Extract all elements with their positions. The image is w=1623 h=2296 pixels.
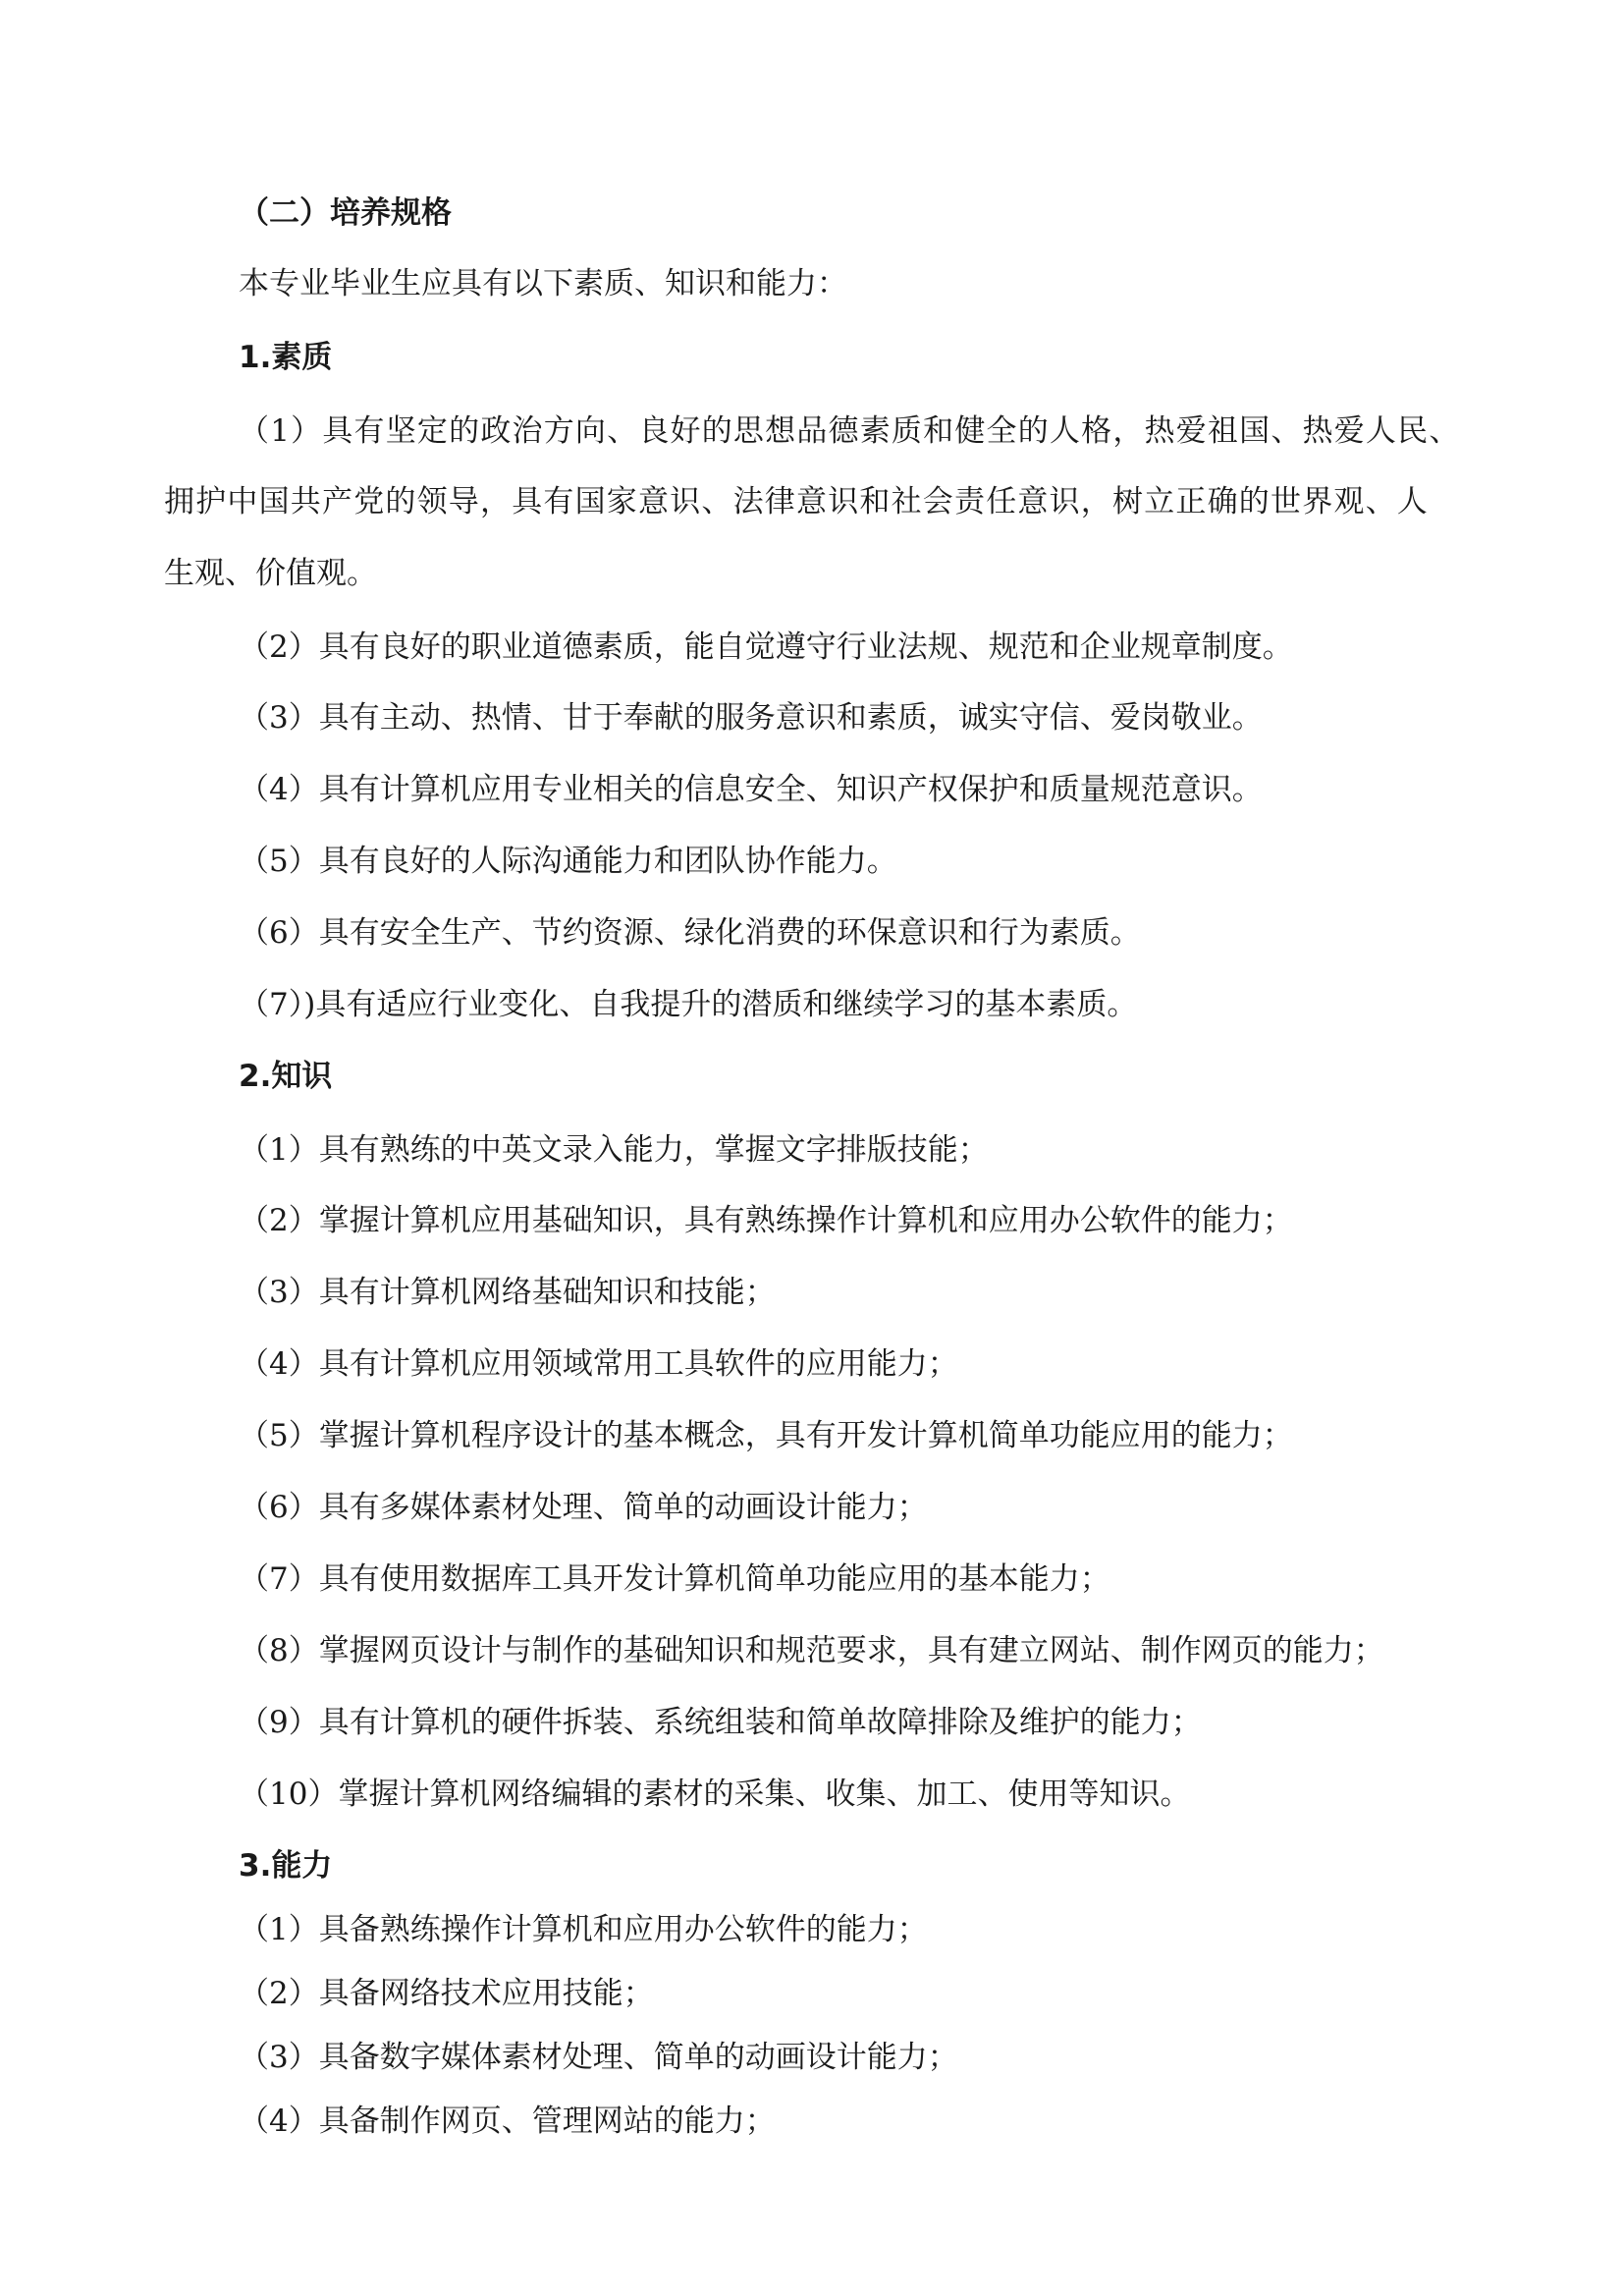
quality-item-6: （6）具有安全生产、节约资源、绿化消费的环保意识和行为素质。	[239, 915, 1141, 951]
quality-item-2: （2）具有良好的职业道德素质，能自觉遵守行业法规、规范和企业规章制度。	[239, 629, 1293, 665]
section-title: （二）培养规格	[239, 195, 452, 231]
knowledge-heading: 2.知识	[239, 1059, 333, 1094]
knowledge-item-3: （3）具有计算机网络基础知识和技能；	[239, 1275, 776, 1310]
quality-heading: 1.素质	[239, 340, 333, 375]
quality-item-1-cont2: 生观、价值观。	[164, 556, 377, 591]
ability-heading: 3.能力	[239, 1848, 333, 1884]
quality-item-1: （1）具有坚定的政治方向、良好的思想品德素质和健全的人格，热爱祖国、热爱人民、	[239, 413, 1461, 449]
knowledge-item-5: （5）掌握计算机程序设计的基本概念，具有开发计算机简单功能应用的能力；	[239, 1418, 1293, 1453]
ability-item-2: （2）具备网络技术应用技能；	[239, 1976, 654, 2011]
ability-item-3: （3）具备数字媒体素材处理、简单的动画设计能力；	[239, 2040, 958, 2075]
ability-item-4: （4）具备制作网页、管理网站的能力；	[239, 2104, 776, 2139]
knowledge-item-7: （7）具有使用数据库工具开发计算机简单功能应用的基本能力；	[239, 1561, 1110, 1597]
knowledge-item-4: （4）具有计算机应用领域常用工具软件的应用能力；	[239, 1346, 958, 1382]
knowledge-item-9: （9）具有计算机的硬件拆装、系统组装和简单故障排除及维护的能力；	[239, 1705, 1202, 1740]
quality-item-1-cont: 拥护中国共产党的领导，具有国家意识、法律意识和社会责任意识，树立正确的世界观、人	[164, 484, 1429, 519]
knowledge-item-2: （2）掌握计算机应用基础知识，具有熟练操作计算机和应用办公软件的能力；	[239, 1203, 1293, 1238]
knowledge-item-1: （1）具有熟练的中英文录入能力，掌握文字排版技能；	[239, 1132, 989, 1168]
intro-paragraph: 本专业毕业生应具有以下素质、知识和能力：	[239, 266, 847, 301]
knowledge-item-10: （10）掌握计算机网络编辑的素材的采集、收集、加工、使用等知识。	[239, 1777, 1191, 1812]
knowledge-item-6: （6）具有多媒体素材处理、简单的动画设计能力；	[239, 1490, 928, 1525]
quality-item-7: （7）)具有适应行业变化、自我提升的潜质和继续学习的基本素质。	[239, 987, 1138, 1022]
ability-item-1: （1）具备熟练操作计算机和应用办公软件的能力；	[239, 1912, 928, 1947]
quality-item-5: （5）具有良好的人际沟通能力和团队协作能力。	[239, 844, 897, 879]
knowledge-item-8: （8）掌握网页设计与制作的基础知识和规范要求，具有建立网站、制作网页的能力；	[239, 1633, 1384, 1668]
quality-item-4: （4）具有计算机应用专业相关的信息安全、知识产权保护和质量规范意识。	[239, 772, 1263, 807]
quality-item-3: （3）具有主动、热情、甘于奉献的服务意识和素质，诚实守信、爱岗敬业。	[239, 700, 1263, 736]
